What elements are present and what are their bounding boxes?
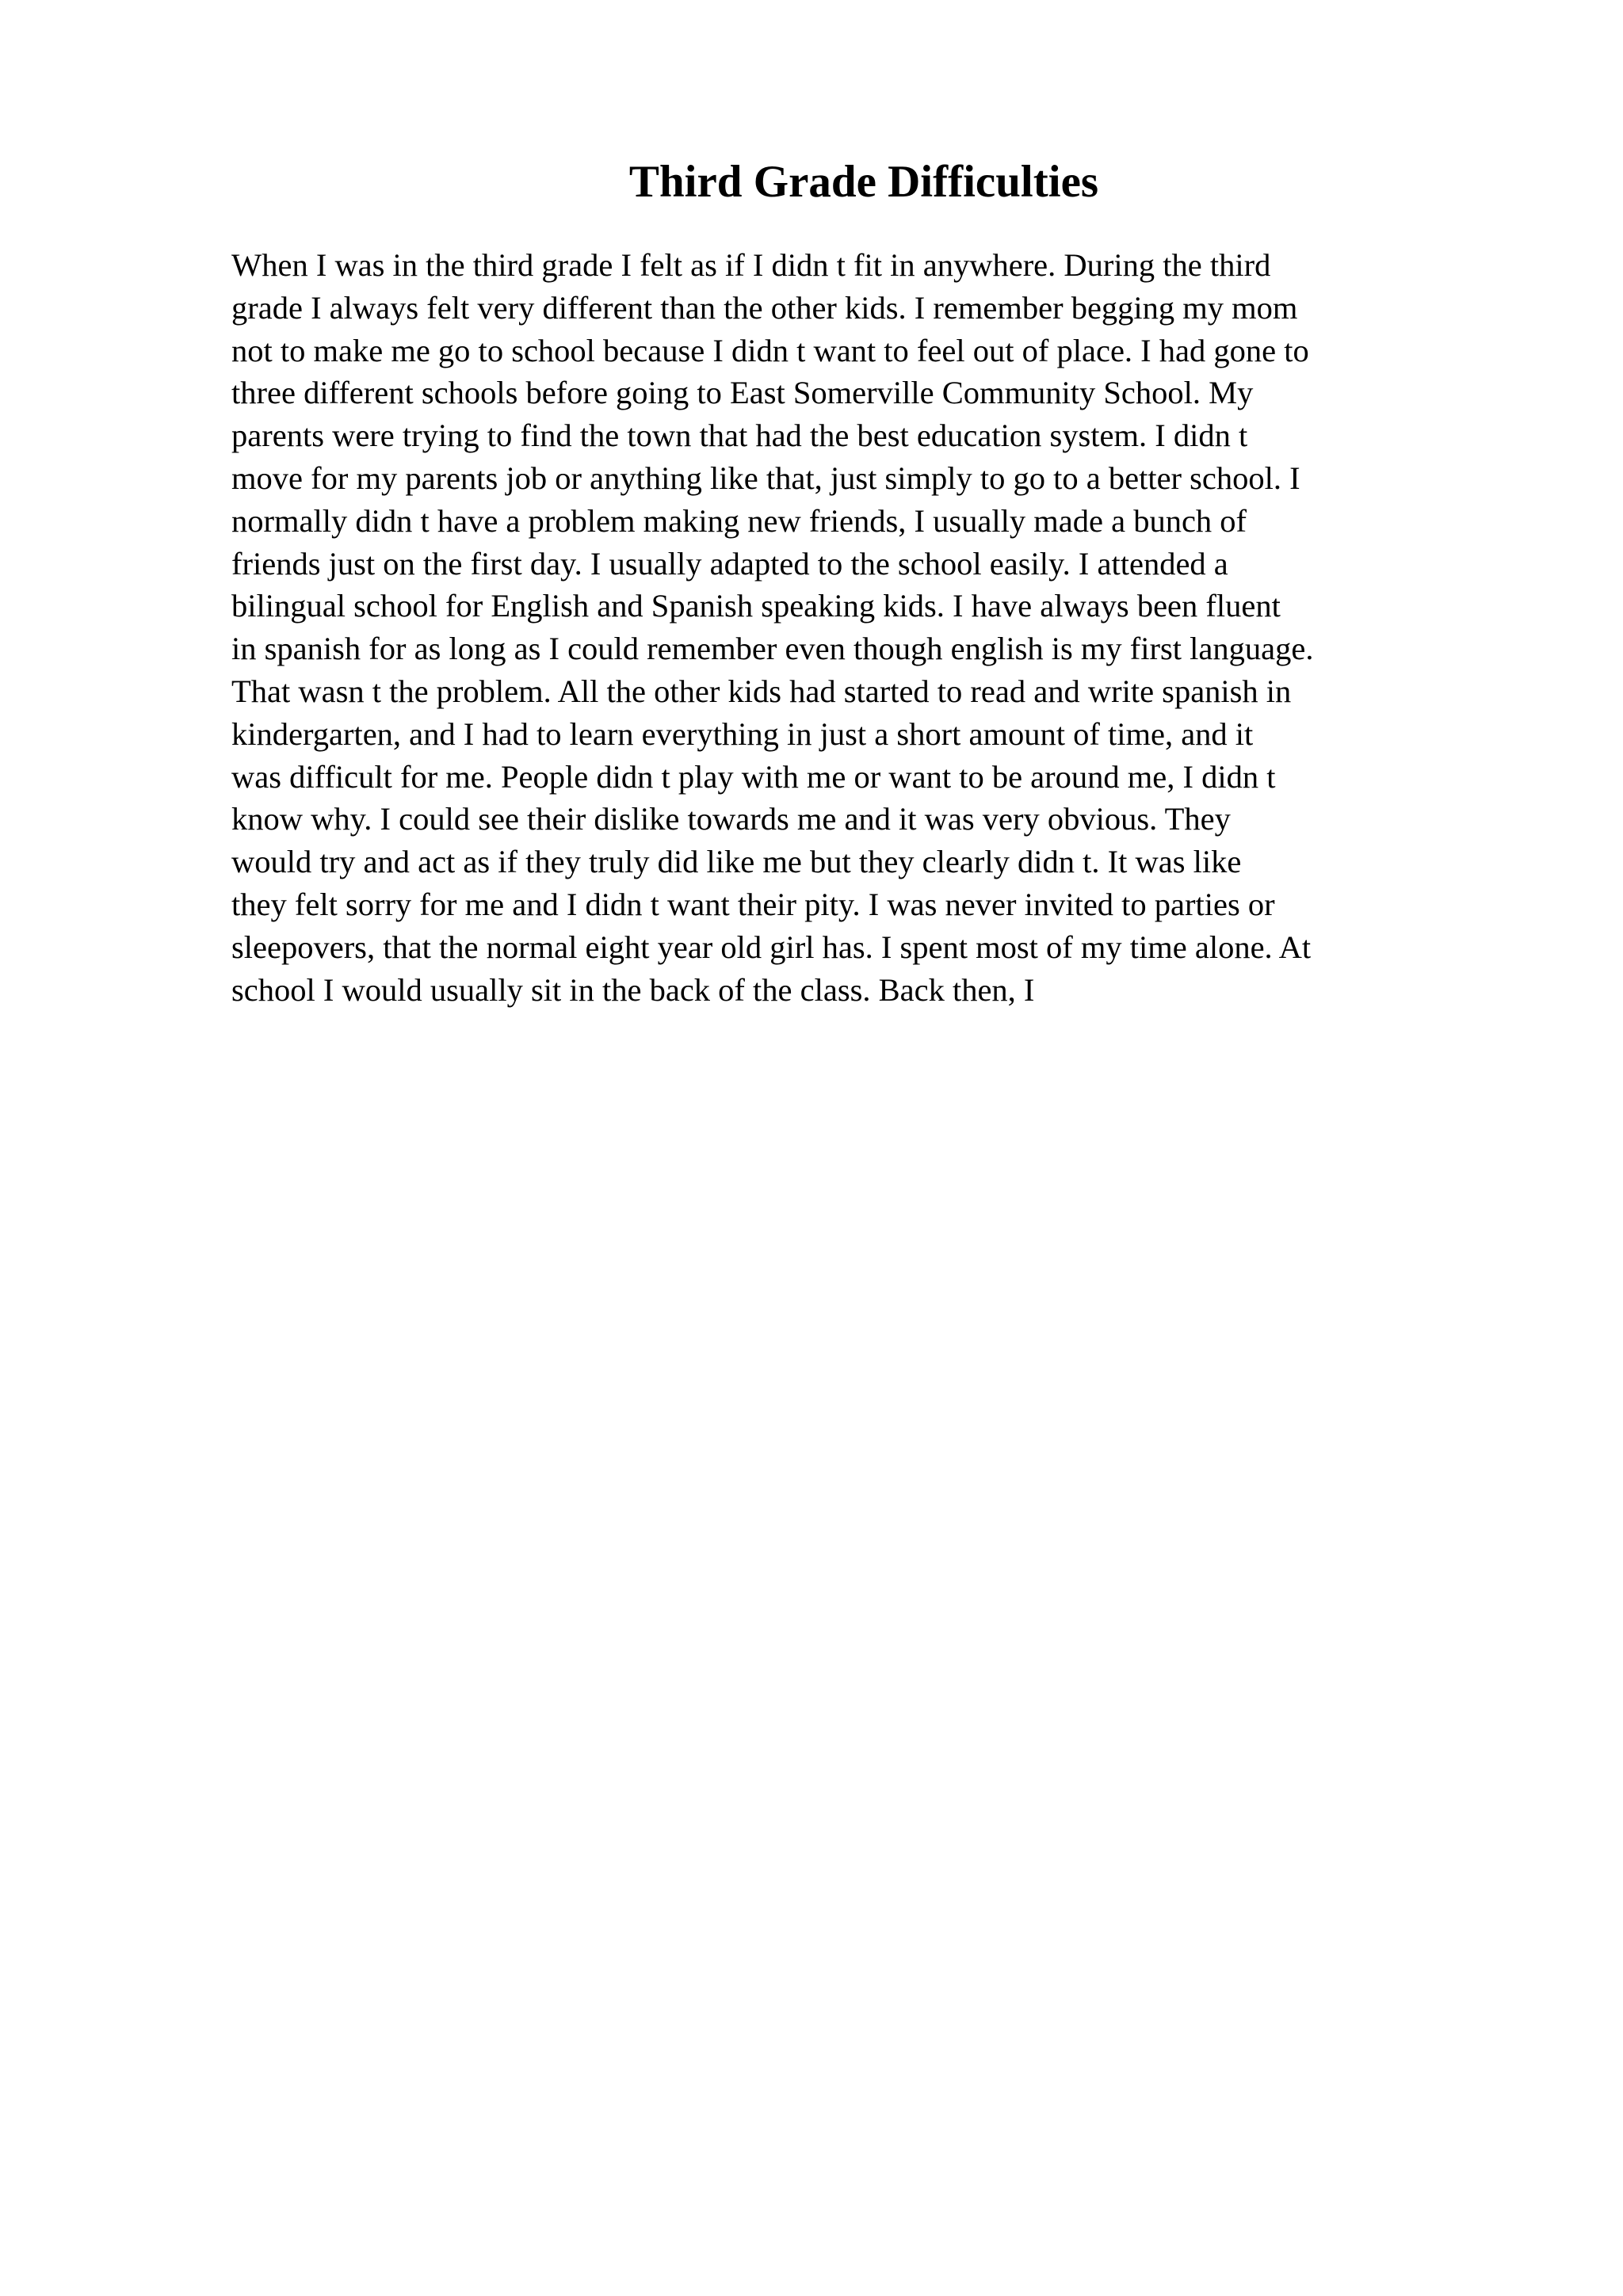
body-line: When I was in the third grade I felt as if I didn t fit in anywhere. During the third bbox=[231, 247, 1271, 283]
body-line: friends just on the first day. I usually adapted to the school easily. I attended a bbox=[231, 545, 1228, 582]
body-line: bilingual school for English and Spanish speaking kids. I have always been fluent bbox=[231, 588, 1281, 624]
document-title: Third Grade Difficulties bbox=[628, 157, 1099, 207]
body-line: school I would usually sit in the back of the class. Back then, I bbox=[231, 971, 1035, 1008]
body-line: three different schools before going to East Somerville Community School. My bbox=[231, 375, 1254, 411]
body-line: know why. I could see their dislike towards me and it was very obvious. They bbox=[231, 801, 1231, 837]
body-line: normally didn t have a problem making new friends, I usually made a bunch of bbox=[231, 502, 1247, 539]
document-body bbox=[231, 244, 1499, 1011]
body-line: would try and act as if they truly did like me but they clearly didn t. It was like bbox=[231, 844, 1242, 880]
body-line: kindergarten, and I had to learn everything in just a short amount of time, and it bbox=[231, 715, 1254, 752]
body-line: in spanish for as long as I could remember even though english is my first language. bbox=[231, 631, 1314, 667]
body-line: not to make me go to school because I didn t want to feel out of place. I had gone to bbox=[231, 332, 1309, 368]
body-line: grade I always felt very different than the other kids. I remember begging my mom bbox=[231, 289, 1298, 326]
body-line: was difficult for me. People didn t play with me or want to be around me, I didn t bbox=[231, 758, 1276, 795]
body-line: sleepovers, that the normal eight year old girl has. I spent most of my time alone. At bbox=[231, 929, 1312, 965]
body-line: they felt sorry for me and I didn t want their pity. I was never invited to parties or bbox=[231, 886, 1275, 922]
body-line: parents were trying to find the town that had the best education system. I didn t bbox=[231, 418, 1248, 454]
body-line: That wasn t the problem. All the other kids had started to read and write spanish in bbox=[231, 673, 1292, 709]
body-line: move for my parents job or anything like that, just simply to go to a better school. I bbox=[231, 460, 1300, 496]
